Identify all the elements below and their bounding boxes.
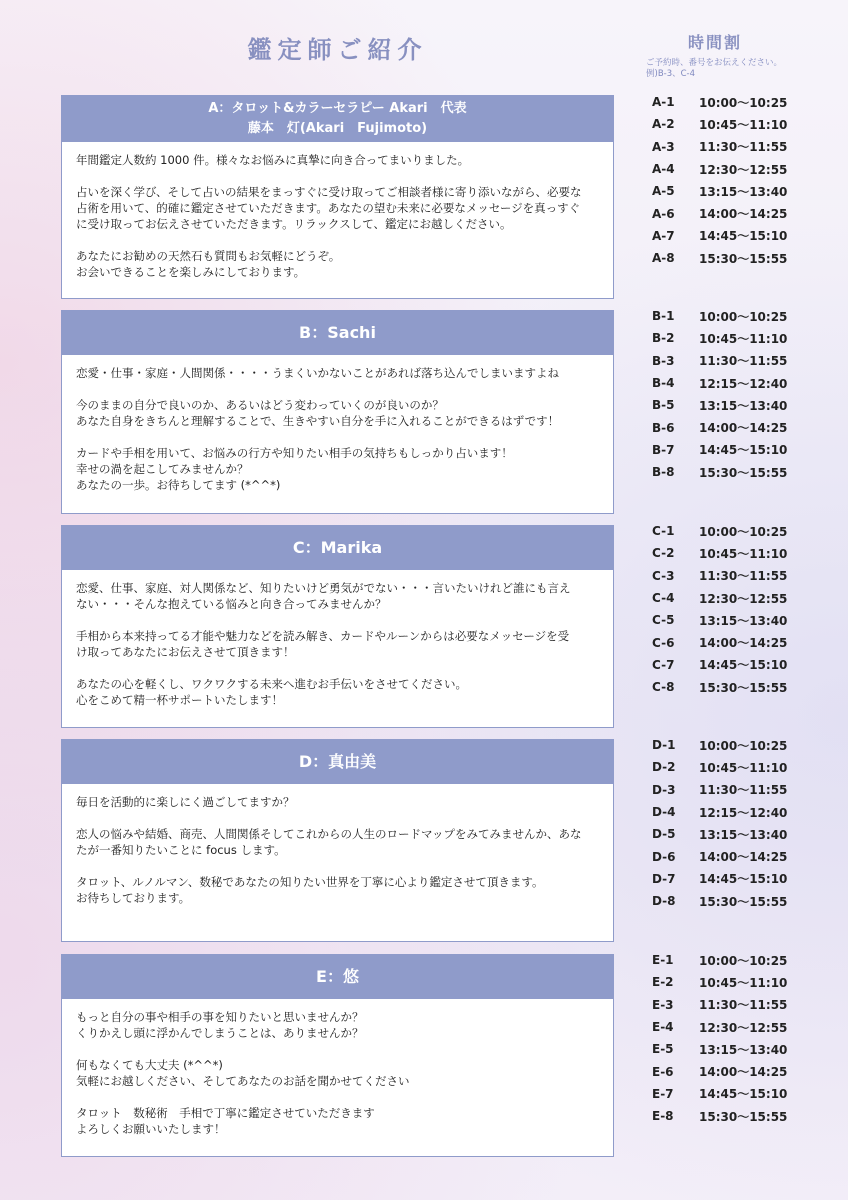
- schedule-slot: [652, 439, 842, 461]
- slot-code: B-7: [652, 442, 675, 457]
- schedule-slot: [652, 327, 842, 349]
- slot-time: 12:30〜12:55: [699, 591, 788, 606]
- slot-time: 15:30〜15:55: [699, 1109, 788, 1124]
- slot-code: A-2: [652, 117, 675, 132]
- schedule-slot: [652, 868, 842, 890]
- reader-card-b: [61, 310, 614, 514]
- slot-code: E-6: [652, 1064, 674, 1079]
- slot-code: E-7: [652, 1086, 674, 1101]
- slot-code: D-4: [652, 805, 676, 820]
- slot-code: B-3: [652, 353, 675, 368]
- schedule-slot: [652, 372, 842, 394]
- reader-card-header: [62, 96, 613, 142]
- schedule-slot: [652, 416, 842, 438]
- schedule-slot: [652, 609, 842, 631]
- schedule-slot: [652, 91, 842, 113]
- schedule-slot: [652, 461, 842, 483]
- slot-time: 14:45〜15:10: [699, 443, 788, 458]
- slot-code: E-5: [652, 1042, 674, 1057]
- slot-time: 14:45〜15:10: [699, 658, 788, 673]
- page-title: 鑑定師ご紹介: [247, 36, 428, 64]
- reader-paragraph: 恋人の悩みや結婚、商売、人間関係そしてこれからの人生のロードマップをみてみませんか、あな たが一番知りたいことに focus します。: [76, 827, 582, 857]
- slot-code: B-2: [652, 331, 675, 346]
- slot-code: B-6: [652, 420, 675, 435]
- slot-time: 14:00〜14:25: [699, 1065, 788, 1080]
- slot-code: A-8: [652, 251, 675, 266]
- slot-code: E-2: [652, 975, 674, 990]
- slot-code: A-6: [652, 206, 675, 221]
- slot-time: 13:15〜13:40: [699, 827, 788, 842]
- slot-code: C-7: [652, 657, 675, 672]
- schedule-slot: [652, 542, 842, 564]
- slot-code: D-6: [652, 849, 676, 864]
- slot-time: 11:30〜11:55: [699, 998, 788, 1013]
- reader-card-c: [61, 525, 614, 728]
- slot-time: 10:45〜11:10: [699, 546, 788, 561]
- reader-paragraph: あなたの心を軽くし、ワクワクする未来へ進むお手伝いをさせてください。 心をこめて精一杯サポートいたします！: [76, 677, 467, 707]
- schedule-slot: [652, 823, 842, 845]
- reader-paragraph: 恋愛・仕事・家庭・人間関係・・・・うまくいかないことがあれば落ち込んでしまいますよね: [76, 366, 559, 380]
- slot-code: D-8: [652, 894, 676, 909]
- reader-paragraph: カードや手相を用いて、お悩みの行方や知りたい相手の気持ちもしっかり占います！ 幸せの渦を起こしてみませんか？ あなたの一歩。お待ちしてます (*^^*): [76, 446, 513, 492]
- slot-time: 15:30〜15:55: [699, 465, 788, 480]
- slot-code: C-6: [652, 635, 675, 650]
- reader-paragraph: 占いを深く学び、そして占いの結果をまっすぐに受け取ってご相談者様に寄り添いながら、必要な 占術を用いて、的確に鑑定させていただきます。あなたの望む未来に必要なメッセージを真っすぐ に受け取ってお伝えさせていただきます。リラックスして、鑑定にお越しください。: [76, 185, 582, 231]
- slot-code: D-7: [652, 871, 676, 886]
- reader-card-header: B：Sachi: [62, 311, 613, 355]
- slot-time: 10:00〜10:25: [699, 524, 788, 539]
- reader-title: A：タロット&カラーセラピー Akari 代表: [208, 101, 467, 116]
- schedule-group-e: [652, 949, 842, 1127]
- slot-code: A-1: [652, 95, 675, 110]
- slot-time: 14:45〜15:10: [699, 229, 788, 244]
- reader-card-a: [61, 95, 614, 299]
- schedule-slot: [652, 180, 842, 202]
- slot-code: E-4: [652, 1020, 674, 1035]
- slot-time: 15:30〜15:55: [699, 894, 788, 909]
- slot-time: 10:00〜10:25: [699, 95, 788, 110]
- schedule-slot: [652, 1105, 842, 1127]
- schedule-group-d: [652, 734, 842, 912]
- slot-time: 11:30〜11:55: [699, 783, 788, 798]
- slot-code: E-3: [652, 997, 674, 1012]
- slot-time: 12:30〜12:55: [699, 162, 788, 177]
- slot-code: E-8: [652, 1109, 674, 1124]
- slot-code: C-2: [652, 546, 675, 561]
- slot-time: 10:00〜10:25: [699, 953, 788, 968]
- slot-time: 15:30〜15:55: [699, 680, 788, 695]
- slot-code: B-5: [652, 398, 675, 413]
- reader-paragraph: もっと自分の事や相手の事を知りたいと思いませんか？ くりかえし頭に浮かんでしまうことは、ありませんか？: [76, 1010, 364, 1040]
- schedule-slot: [652, 350, 842, 372]
- schedule-slot: [652, 225, 842, 247]
- reader-card-header: E：悠: [62, 955, 613, 999]
- slot-code: A-3: [652, 139, 675, 154]
- slot-time: 14:45〜15:10: [699, 872, 788, 887]
- slot-time: 13:15〜13:40: [699, 184, 788, 199]
- schedule-group-a: [652, 91, 842, 269]
- slot-time: 10:45〜11:10: [699, 760, 788, 775]
- reader-paragraph: タロット、ルノルマン、数秘であなたの知りたい世界を丁寧に心より鑑定させて頂きます。 お待ちしております。: [76, 875, 544, 905]
- reader-card-d: [61, 739, 614, 942]
- schedule-slot: [652, 756, 842, 778]
- schedule-slot: [652, 890, 842, 912]
- slot-time: 12:15〜12:40: [699, 805, 788, 820]
- slot-code: C-4: [652, 591, 675, 606]
- reader-card-e: [61, 954, 614, 1157]
- reader-card-header: D：真由美: [62, 740, 613, 784]
- schedule-slot: [652, 1060, 842, 1082]
- slot-code: A-7: [652, 228, 675, 243]
- slot-time: 12:15〜12:40: [699, 376, 788, 391]
- slot-time: 11:30〜11:55: [699, 140, 788, 155]
- slot-time: 14:00〜14:25: [699, 850, 788, 865]
- slot-time: 12:30〜12:55: [699, 1020, 788, 1035]
- reader-card-header: C：Marika: [62, 526, 613, 570]
- schedule-slot: [652, 247, 842, 269]
- slot-code: E-1: [652, 953, 674, 968]
- reader-paragraph: 毎日を活動的に楽しにく過ごしてますか？: [76, 795, 295, 809]
- schedule-slot: [652, 158, 842, 180]
- schedule-slot: [652, 779, 842, 801]
- reader-paragraph: タロット 数秘術 手相で丁寧に鑑定させていただきます よろしくお願いいたします！: [76, 1106, 375, 1136]
- slot-time: 11:30〜11:55: [699, 569, 788, 584]
- schedule-slot: [652, 734, 842, 756]
- reader-paragraph: 手相から本来持ってる才能や魅力などを読み解き、カードやルーンからは必要なメッセージを受 け取ってあなたにお伝えさせて頂きます！: [76, 629, 570, 659]
- schedule-slot: [652, 1016, 842, 1038]
- slot-code: D-3: [652, 782, 676, 797]
- schedule-slot: [652, 654, 842, 676]
- slot-time: 13:15〜13:40: [699, 1042, 788, 1057]
- schedule-slot: [652, 845, 842, 867]
- slot-time: 14:00〜14:25: [699, 207, 788, 222]
- schedule-slot: [652, 202, 842, 224]
- schedule-note: ご予約時、番号をお伝えください。 例)B-3、C-4: [646, 58, 783, 79]
- schedule-slot: [652, 587, 842, 609]
- schedule-slot: [652, 113, 842, 135]
- reader-paragraph: 何もなくても大丈夫 (*^^*) 気軽にお越しください、そしてあなたのお話を聞かせてください: [76, 1058, 410, 1088]
- slot-time: 10:45〜11:10: [699, 331, 788, 346]
- slot-code: C-8: [652, 680, 675, 695]
- schedule-slot: [652, 801, 842, 823]
- slot-code: C-1: [652, 524, 675, 539]
- schedule-slot: [652, 971, 842, 993]
- slot-time: 11:30〜11:55: [699, 354, 788, 369]
- slot-time: 14:00〜14:25: [699, 636, 788, 651]
- slot-time: 13:15〜13:40: [699, 613, 788, 628]
- schedule-slot: [652, 565, 842, 587]
- reader-paragraph: 今のままの自分で良いのか、あるいはどう変わっていくのが良いのか？ あなた自身をきちんと理解することで、生きやすい自分を手に入れることができるはずです！: [76, 398, 560, 428]
- slot-code: B-8: [652, 465, 675, 480]
- schedule-group-c: [652, 520, 842, 698]
- reader-paragraph: あなたにお勧めの天然石も質問もお気軽にどうぞ。 お会いできることを楽しみにしております。: [76, 249, 341, 279]
- slot-code: B-4: [652, 376, 675, 391]
- schedule-slot: [652, 1083, 842, 1105]
- slot-code: D-2: [652, 760, 676, 775]
- slot-time: 14:00〜14:25: [699, 421, 788, 436]
- reader-full-name: 藤本 灯(Akari Fujimoto): [247, 121, 428, 136]
- slot-code: B-1: [652, 309, 675, 324]
- schedule-slot: [652, 676, 842, 698]
- slot-time: 10:45〜11:10: [699, 117, 788, 132]
- slot-time: 13:15〜13:40: [699, 398, 788, 413]
- slot-code: D-1: [652, 738, 676, 753]
- slot-code: A-5: [652, 184, 675, 199]
- schedule-slot: [652, 520, 842, 542]
- slot-code: C-5: [652, 613, 675, 628]
- schedule-slot: [652, 631, 842, 653]
- slot-time: 15:30〜15:55: [699, 251, 788, 266]
- slot-time: 10:00〜10:25: [699, 309, 788, 324]
- slot-code: A-4: [652, 162, 675, 177]
- schedule-title: 時間割: [687, 33, 742, 52]
- slot-time: 10:45〜11:10: [699, 975, 788, 990]
- schedule-slot: [652, 949, 842, 971]
- schedule-slot: [652, 305, 842, 327]
- schedule-group-b: [652, 305, 842, 483]
- schedule-slot: [652, 394, 842, 416]
- reader-paragraph: 年間鑑定人数約 1000 件。様々なお悩みに真摯に向き合ってまいりました。: [76, 153, 470, 167]
- schedule-slot: [652, 136, 842, 158]
- slot-time: 14:45〜15:10: [699, 1087, 788, 1102]
- slot-time: 10:00〜10:25: [699, 738, 788, 753]
- schedule-slot: [652, 994, 842, 1016]
- schedule-slot: [652, 1038, 842, 1060]
- slot-code: D-5: [652, 827, 676, 842]
- slot-code: C-3: [652, 568, 675, 583]
- reader-paragraph: 恋愛、仕事、家庭、対人関係など、知りたいけど勇気がでない・・・言いたいけれど誰にも言え ない・・・そんな抱えている悩みと向き合ってみませんか？: [76, 581, 571, 611]
